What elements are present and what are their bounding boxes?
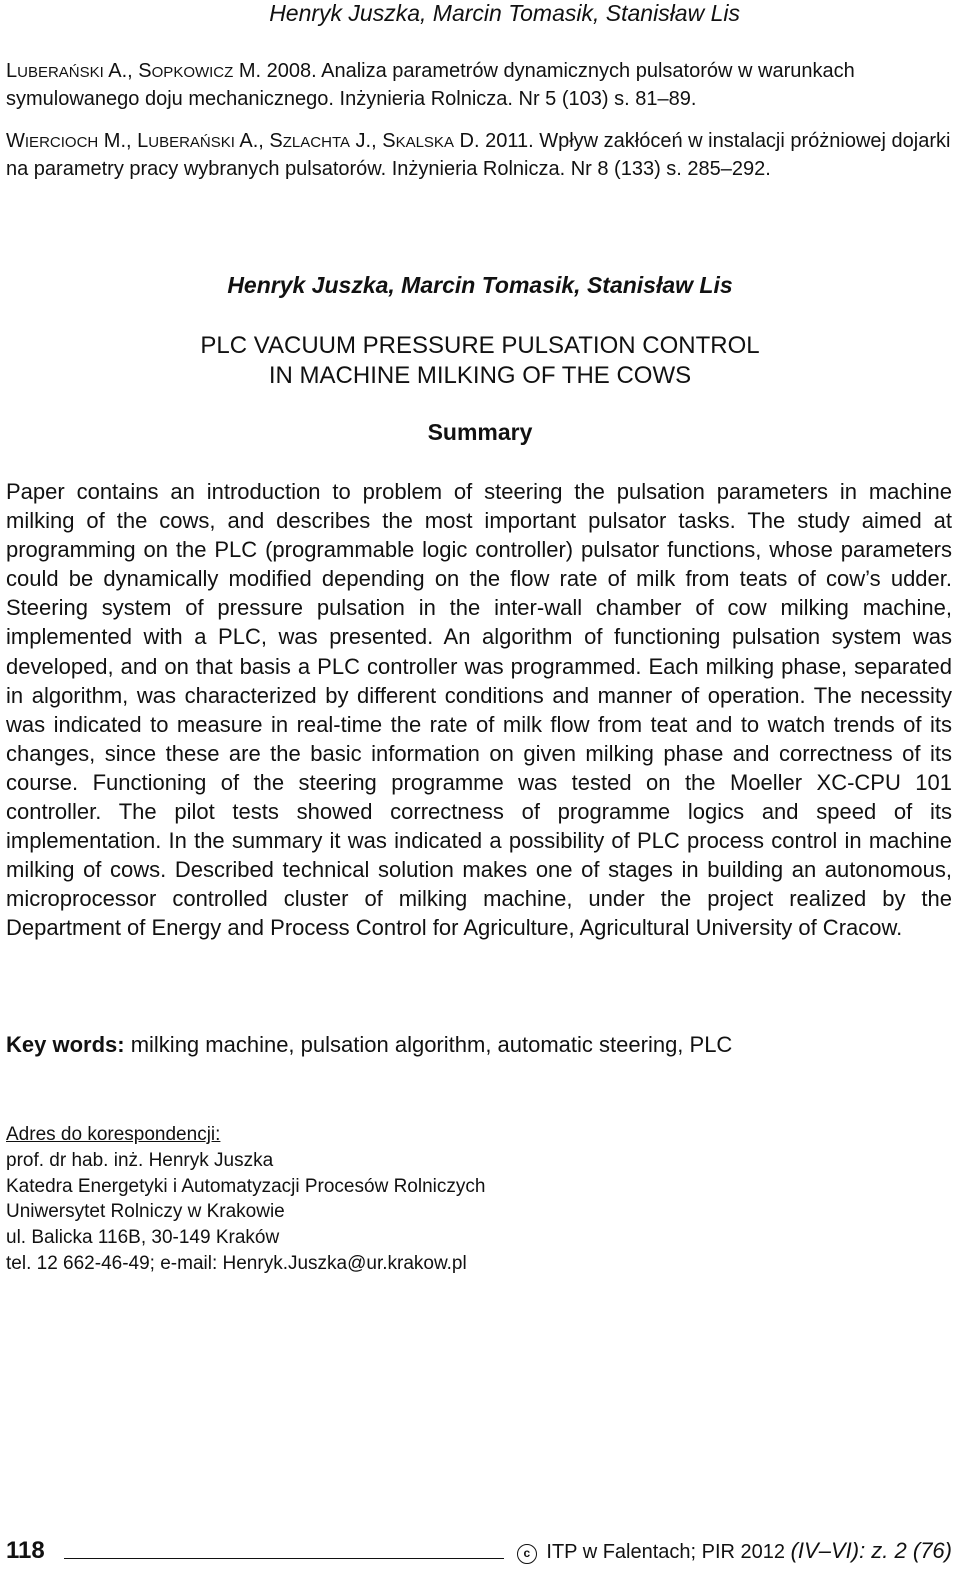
footer-journal — [517, 1536, 952, 1567]
reference-item: LUBERAŃSKI A., SOPKOWICZ M. 2008. Analiza parametrów dynamicznych pulsatorów w warunkach symulowanego doju mechanicznego. Inżynieria Rolnicza. Nr 5 (103) s. 81–89. — [6, 60, 855, 110]
keywords-text: milking machine, pulsation algorithm, automatic steering, PLC — [124, 1032, 733, 1057]
correspondence-heading: Adres do korespondencji: — [6, 1124, 221, 1145]
correspondence-line: prof. dr hab. inż. Henryk Juszka — [6, 1149, 274, 1171]
references-list — [6, 58, 952, 198]
footer-rule — [64, 1558, 504, 1559]
english-title-line: IN MACHINE MILKING OF THE COWS — [268, 362, 692, 389]
copyright-icon: c — [517, 1544, 537, 1564]
page-number: 118 — [6, 1537, 45, 1564]
running-header: Henryk Juszka, Marcin Tomasik, Stanisław Lis — [269, 0, 740, 26]
page-footer — [6, 1534, 952, 1568]
correspondence-line: ul. Balicka 116B, 30-149 Kraków — [6, 1227, 280, 1249]
correspondence-block — [6, 1122, 952, 1277]
footer-journal-name: ITP w Falentach; PIR 2012 — [540, 1541, 791, 1563]
reference-item: WIERCIOCH M., LUBERAŃSKI A., SZLACHTA J., SKALSKA D. 2011. Wpływ zakłóceń w instalacji próżniowej dojarki na parametry pracy wybranych pulsatorów. Inżynieria Rolnicza. Nr 8 (133) s. 285–292. — [6, 130, 951, 180]
correspondence-line: tel. 12 662-46-49; e-mail: Henryk.Juszka@ur.krakow.pl — [6, 1252, 467, 1274]
summary-body: Paper contains an introduction to problem of steering the pulsation parameters in machine milking of the cows, and describes the most important pulsator tasks. The study aimed at programming on the PLC (programmable logic controller) pulsator functions, whose parameters could be dynamically modified depending on the flow rate of milk from teats of cow’s udder. Steering system of pressure pulsation in the inter-wall chamber of cow milking machine, implemented with a PLC, was presented. An algorithm of functioning pulsation system was developed, and on that basis a PLC controller was programmed. Each milking phase, separated in algorithm, was characterized by different conditions and manner of operation. The necessity was indicated to measure in real-time the rate of milk flow from teat and to watch trends of its changes, since these are the basic information on given milking phase and correctness of its course. Functioning of the steering programme was tested on the Moeller XC-CPU 101 controller. The pilot tests showed correctness of programme logics and speed of its implementation. In the summary it was indicated a possibility of PLC process control in machine milking of cows. Described technical solution makes one of stages in building an autonomous, microprocessor controlled cluster of milking machine, under the project realized by the Department of Energy and Process Control for Agriculture, Agricultural University of Cracow. — [6, 479, 952, 941]
summary-heading: Summary — [427, 419, 533, 445]
english-title — [0, 331, 960, 391]
english-title-line: PLC VACUUM PRESSURE PULSATION CONTROL — [200, 332, 760, 359]
footer-journal-issue: (IV–VI): z. 2 (76) — [790, 1538, 952, 1563]
correspondence-line: Uniwersytet Rolniczy w Krakowie — [6, 1201, 285, 1223]
keywords — [6, 1030, 952, 1059]
correspondence-line: Katedra Energetyki i Automatyzacji Procesów Rolniczych — [6, 1175, 486, 1197]
english-authors: Henryk Juszka, Marcin Tomasik, Stanisław Lis — [227, 272, 733, 298]
keywords-label: Key words: — [6, 1032, 125, 1057]
